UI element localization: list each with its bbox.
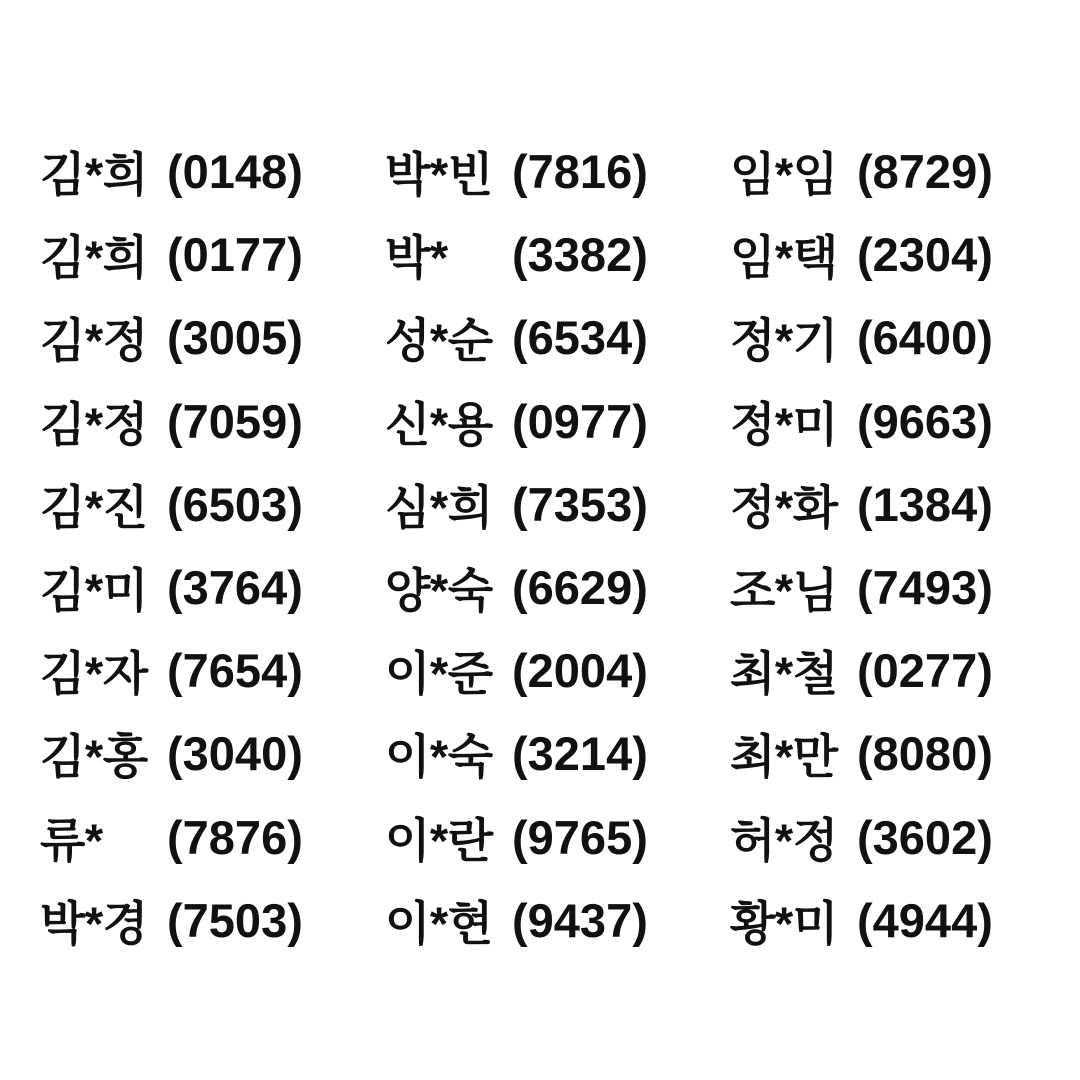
entry-code: (6503) xyxy=(167,477,303,531)
entry-masked-name: 성*순 xyxy=(385,314,493,368)
list-entry xyxy=(730,296,1035,379)
entry-code: (9765) xyxy=(512,810,648,864)
entry-code: (9437) xyxy=(512,893,648,947)
entry-code: (7503) xyxy=(167,893,303,947)
entry-masked-name: 박*빈 xyxy=(385,148,493,202)
list-entry xyxy=(385,546,690,629)
list-entry xyxy=(730,712,1035,795)
list-entry xyxy=(730,546,1035,629)
entry-code: (1384) xyxy=(857,477,993,531)
entry-masked-name: 심*희 xyxy=(385,480,493,534)
entry-masked-name: 박*경 xyxy=(40,896,148,950)
entry-code: (0977) xyxy=(512,394,648,448)
entry-code: (3382) xyxy=(512,228,648,282)
entry-masked-name: 양*숙 xyxy=(385,564,493,618)
list-entry xyxy=(730,463,1035,546)
list-entry xyxy=(385,213,690,296)
entry-code: (3040) xyxy=(167,727,303,781)
list-entry xyxy=(40,380,345,463)
entry-code: (3005) xyxy=(167,311,303,365)
list-entry xyxy=(730,213,1035,296)
list-entry xyxy=(385,296,690,379)
list-entry xyxy=(40,546,345,629)
entry-masked-name: 이*숙 xyxy=(385,730,493,784)
entry-masked-name: 최*만 xyxy=(730,730,838,784)
entry-masked-name: 이*란 xyxy=(385,813,493,867)
entry-masked-name: 임*택 xyxy=(730,231,838,285)
list-entry xyxy=(40,712,345,795)
entry-masked-name: 김*희 xyxy=(40,231,148,285)
entry-code: (7816) xyxy=(512,145,648,199)
entry-masked-name: 최*철 xyxy=(730,647,838,701)
entry-code: (0277) xyxy=(857,644,993,698)
entry-code: (7059) xyxy=(167,394,303,448)
entry-masked-name: 임*임 xyxy=(730,148,838,202)
entry-masked-name: 박* xyxy=(385,231,495,285)
entry-masked-name: 김*홍 xyxy=(40,730,148,784)
entry-code: (7654) xyxy=(167,644,303,698)
entry-code: (2304) xyxy=(857,228,993,282)
entry-code: (0177) xyxy=(167,228,303,282)
entry-masked-name: 이*준 xyxy=(385,647,493,701)
list-entry xyxy=(730,130,1035,213)
entry-code: (3214) xyxy=(512,727,648,781)
entry-code: (7353) xyxy=(512,477,648,531)
entry-masked-name: 신*용 xyxy=(385,397,493,451)
entry-code: (6400) xyxy=(857,311,993,365)
list-entry xyxy=(40,296,345,379)
entry-code: (7876) xyxy=(167,810,303,864)
list-entry xyxy=(40,796,345,879)
list-entry xyxy=(730,796,1035,879)
list-column-2 xyxy=(385,130,690,962)
list-entry xyxy=(385,463,690,546)
list-entry xyxy=(40,463,345,546)
entry-masked-name: 김*정 xyxy=(40,397,148,451)
list-entry xyxy=(40,130,345,213)
list-entry xyxy=(730,380,1035,463)
entry-code: (0148) xyxy=(167,145,303,199)
list-entry xyxy=(385,796,690,879)
entry-masked-name: 김*자 xyxy=(40,647,148,701)
entry-code: (6534) xyxy=(512,311,648,365)
entry-code: (3764) xyxy=(167,561,303,615)
list-entry xyxy=(40,629,345,712)
list-entry xyxy=(40,213,345,296)
masked-name-list xyxy=(0,130,1080,962)
list-column-3 xyxy=(730,130,1035,962)
entry-code: (6629) xyxy=(512,561,648,615)
list-entry xyxy=(385,380,690,463)
entry-masked-name: 김*진 xyxy=(40,480,148,534)
entry-code: (4944) xyxy=(857,893,993,947)
entry-masked-name: 조*님 xyxy=(730,564,838,618)
entry-code: (2004) xyxy=(512,644,648,698)
entry-code: (3602) xyxy=(857,810,993,864)
list-entry xyxy=(385,130,690,213)
entry-code: (9663) xyxy=(857,394,993,448)
list-entry xyxy=(730,879,1035,962)
entry-masked-name: 정*기 xyxy=(730,314,838,368)
entry-masked-name: 김*미 xyxy=(40,564,148,618)
entry-masked-name: 김*희 xyxy=(40,148,148,202)
entry-masked-name: 허*정 xyxy=(730,813,838,867)
entry-code: (8729) xyxy=(857,145,993,199)
entry-masked-name: 황*미 xyxy=(730,896,838,950)
entry-code: (7493) xyxy=(857,561,993,615)
list-entry xyxy=(730,629,1035,712)
list-entry xyxy=(385,712,690,795)
entry-masked-name: 김*정 xyxy=(40,314,148,368)
entry-masked-name: 이*현 xyxy=(385,896,493,950)
entry-masked-name: 정*미 xyxy=(730,397,838,451)
list-column-1 xyxy=(40,130,345,962)
entry-code: (8080) xyxy=(857,727,993,781)
entry-masked-name: 류* xyxy=(40,813,150,867)
list-entry xyxy=(385,629,690,712)
list-entry xyxy=(40,879,345,962)
entry-masked-name: 정*화 xyxy=(730,480,838,534)
list-entry xyxy=(385,879,690,962)
